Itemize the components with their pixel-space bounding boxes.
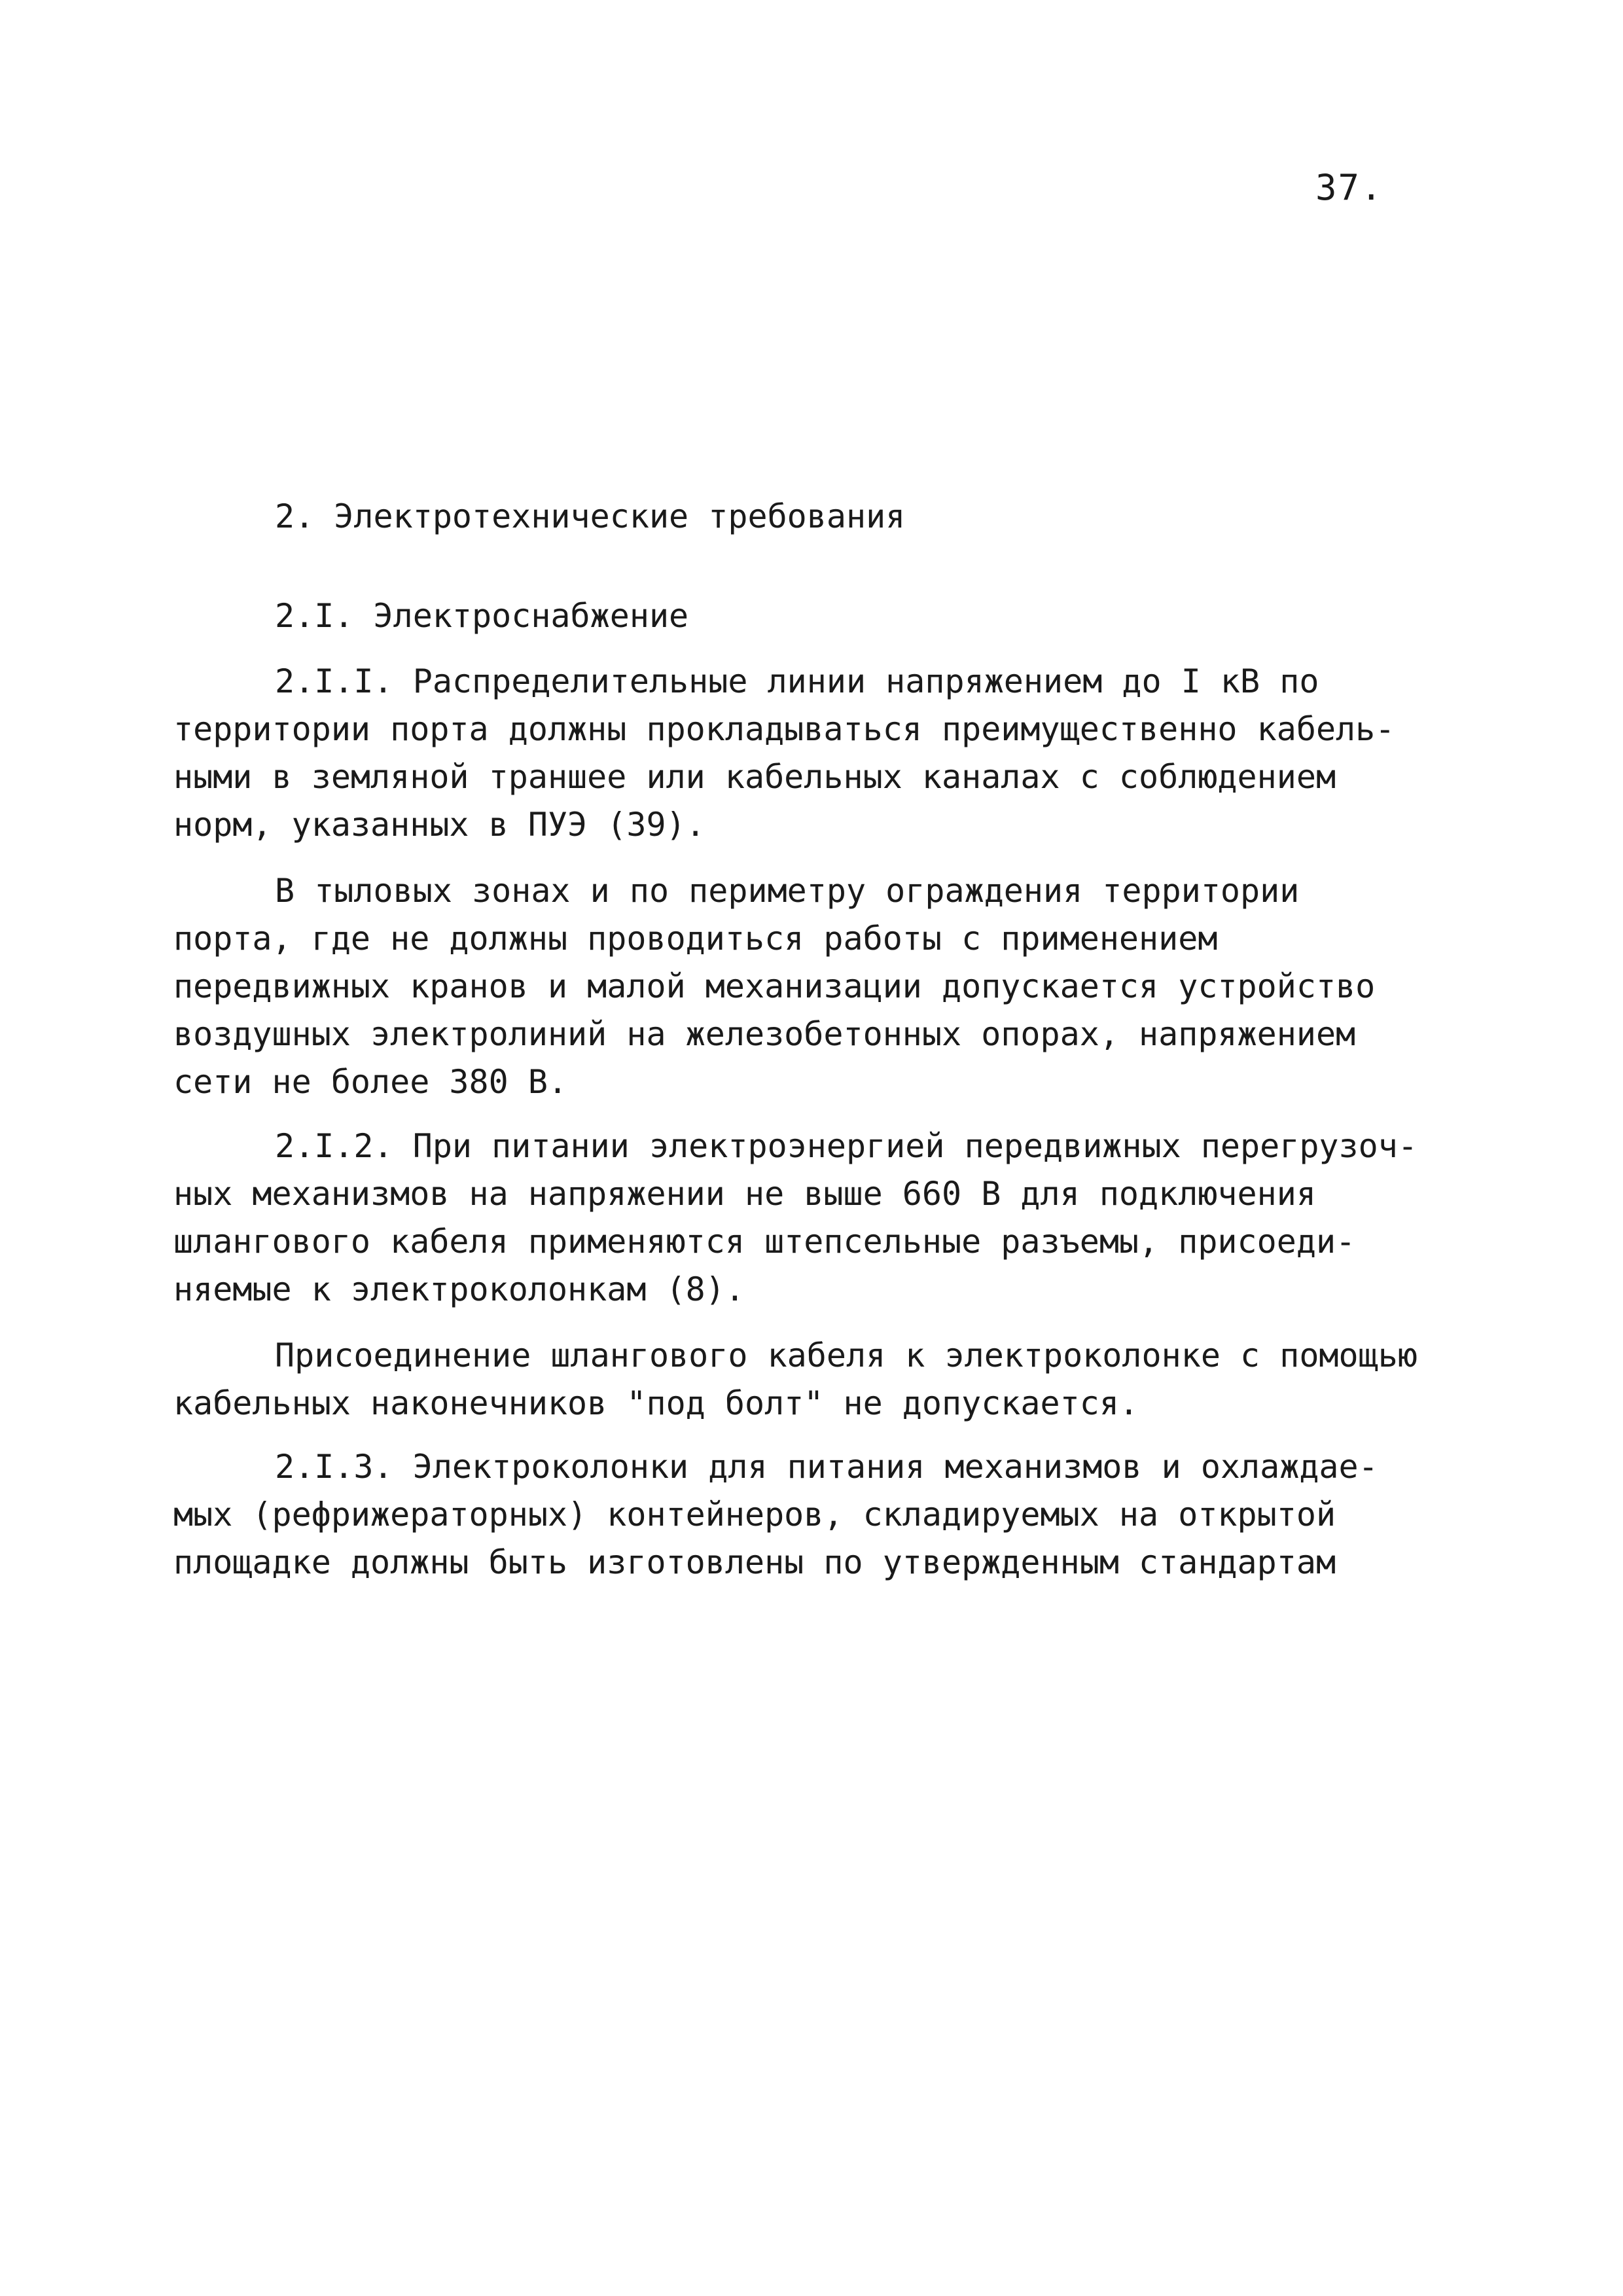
section-title: 2. Электротехнические требования — [275, 497, 906, 535]
paragraph-line: няемые к электроколонкам (8). — [173, 1270, 745, 1308]
paragraph-line: сети не более 380 В. — [173, 1063, 568, 1101]
paragraph-line: ных механизмов на напряжении не выше 660 В для подключения — [173, 1175, 1316, 1213]
paragraph-line: ными в земляной траншее или кабельных каналах с соблюдением — [173, 758, 1336, 796]
paragraph-line: передвижных кранов и малой механизации допускается устройство — [173, 967, 1376, 1005]
paragraph-line: площадке должны быть изготовлены по утвержденным стандартам — [173, 1543, 1336, 1581]
paragraph-line: норм, указанных в ПУЭ (39). — [173, 806, 705, 844]
paragraph-line: кабельных наконечников "под болт" не допускается. — [173, 1384, 1139, 1422]
paragraph-hose-cable — [173, 1332, 1482, 1427]
paragraph-line: 2.I.I. Распределительные линии напряжением до I кВ по — [275, 662, 1319, 700]
paragraph-line: В тыловых зонах и по периметру ограждения территории — [275, 872, 1300, 910]
subsection-title: 2.I. Электроснабжение — [275, 597, 689, 635]
paragraph-2-1-1 — [173, 658, 1482, 849]
paragraph-line: шлангового кабеля применяются штепсельные разъемы, присоеди- — [173, 1223, 1356, 1261]
paragraph-line: воздушных электролиний на железобетонных опорах, напряжением — [173, 1015, 1356, 1053]
paragraph-line: территории порта должны прокладываться преимущественно кабель- — [173, 710, 1395, 748]
paragraph-line: порта, где не должны проводиться работы с применением — [173, 920, 1218, 958]
paragraph-line: мых (рефрижераторных) контейнеров, складируемых на открытой — [173, 1496, 1336, 1534]
paragraph-line: 2.I.2. При питании электроэнергией передвижных перегрузоч- — [275, 1127, 1418, 1165]
paragraph-rear-zones — [173, 867, 1482, 1106]
paragraph-line: Присоединение шлангового кабеля к электроколонке с помощью — [275, 1336, 1418, 1374]
page-number: 37. — [1315, 167, 1383, 208]
paragraph-line: 2.I.3. Электроколонки для питания механизмов и охлаждае- — [275, 1448, 1378, 1486]
paragraph-2-1-3 — [173, 1443, 1482, 1587]
paragraph-2-1-2 — [173, 1122, 1482, 1314]
